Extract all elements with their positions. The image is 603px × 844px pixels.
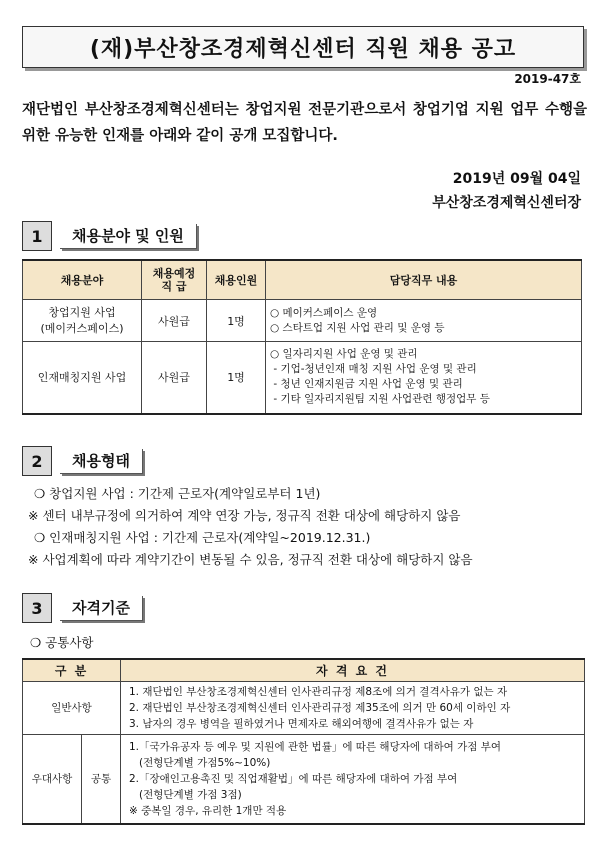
duty-cell [266,342,582,414]
count-cell: 1명 [207,342,266,414]
col-header: 채용분야 [23,260,142,300]
col-header: 채용인원 [207,260,266,300]
requirement-item: ※ 중복일 경우, 유리한 1개만 적용 [129,805,287,817]
requirement-item: 1.「국가유공자 등 예우 및 지원에 관한 법률」에 따른 해당자에 대하여 가점 부여 [129,741,502,753]
document-number: 2019-47호 [514,72,581,86]
intro-paragraph: 재단법인 부산창조경제혁신센터는 창업지원 전문기관으로서 창업기업 지원 업무 수행을 위한 유능한 인재를 아래와 같이 공개 모집합니다. [22,102,587,144]
recruitment-table [22,259,582,415]
duty-item: - 기업-청년인재 매칭 지원 사업 운영 및 관리 [270,363,477,376]
employment-line: ❍ 창업지원 사업 : 기간제 근로자(계약일로부터 1년) [34,486,321,501]
issuer-name: 부산창조경제혁신센터장 [432,195,581,211]
requirement-cell [121,682,585,735]
table-header-row [23,260,582,300]
section-1-header [22,221,197,251]
table-row [23,342,582,414]
employment-note: ※ 센터 내부규정에 의거하여 계약 연장 가능, 정규직 전환 대상에 해당하지 않음 [28,508,461,523]
row-label: 일반사항 [23,682,121,735]
table-row [23,300,582,342]
common-label: ❍ 공통사항 [30,635,94,650]
duty-item: - 기타 일자리지원팀 지원 사업관련 행정업무 등 [270,393,490,406]
grade-cell: 사원급 [142,342,207,414]
field-cell: 창업지원 사업 (메이커스페이스) [23,300,142,342]
section-title: 채용분야 및 인원 [60,224,197,249]
section-title: 채용형태 [60,449,143,474]
table-row [23,682,585,735]
table-header-row [23,659,585,682]
page-title [22,26,584,68]
row-label: 우대사항 [23,735,82,825]
row-sublabel: 공통 [82,735,121,825]
count-cell: 1명 [207,300,266,342]
requirement-item: 3. 남자의 경우 병역을 필하였거나 면제자로 해외여행에 결격사유가 없는 자 [129,718,474,730]
employment-note: ※ 사업계획에 따라 계약기간이 변동될 수 있음, 정규직 전환 대상에 해당하지 않음 [28,552,473,567]
requirement-item: 1. 재단법인 부산창조경제혁신센터 인사관리규정 제8조에 의거 결격사유가 없는 자 [129,686,508,698]
section-number: 2 [22,446,52,476]
section-number: 3 [22,593,52,623]
duty-cell [266,300,582,342]
grade-cell: 사원급 [142,300,207,342]
qualification-table [22,658,585,825]
section-title: 자격기준 [60,596,143,621]
field-cell: 인재매칭지원 사업 [23,342,142,414]
title-text: (재)부산창조경제혁신센터 직원 채용 공고 [89,36,517,62]
notice-date: 2019년 09월 04일 [452,171,581,187]
section-2-header [22,446,143,476]
duty-item: ○ 일자리지원 사업 운영 및 관리 [270,348,418,361]
duty-item: ○ 스타트업 지원 사업 관리 및 운영 등 [270,321,445,334]
col-header: 자 격 요 건 [121,659,585,682]
table-row [23,735,585,825]
section-3-header [22,593,143,623]
col-header: 구 분 [23,659,121,682]
requirement-item: 2. 재단법인 부산창조경제혁신센터 인사관리규정 제35조에 의거 만 60세 이하인 자 [129,702,511,714]
section-number: 1 [22,221,52,251]
duty-item: ○ 메이커스페이스 운영 [270,306,378,319]
requirement-item: (전형단계별 가점 3점) [129,789,242,801]
employment-line: ❍ 인재매칭지원 사업 : 기간제 근로자(계약일~2019.12.31.) [34,530,371,545]
requirement-item: 2.「장애인고용촉진 및 직업재활법」에 따른 해당자에 대하여 가점 부여 [129,773,458,785]
col-header: 담당직무 내용 [266,260,582,300]
duty-item: - 청년 인재지원금 지원 사업 운영 및 관리 [270,378,463,391]
requirement-item: (전형단계별 가점5%~10%) [129,757,271,769]
col-header: 채용예정 직 급 [142,260,207,300]
requirement-cell [121,735,585,825]
